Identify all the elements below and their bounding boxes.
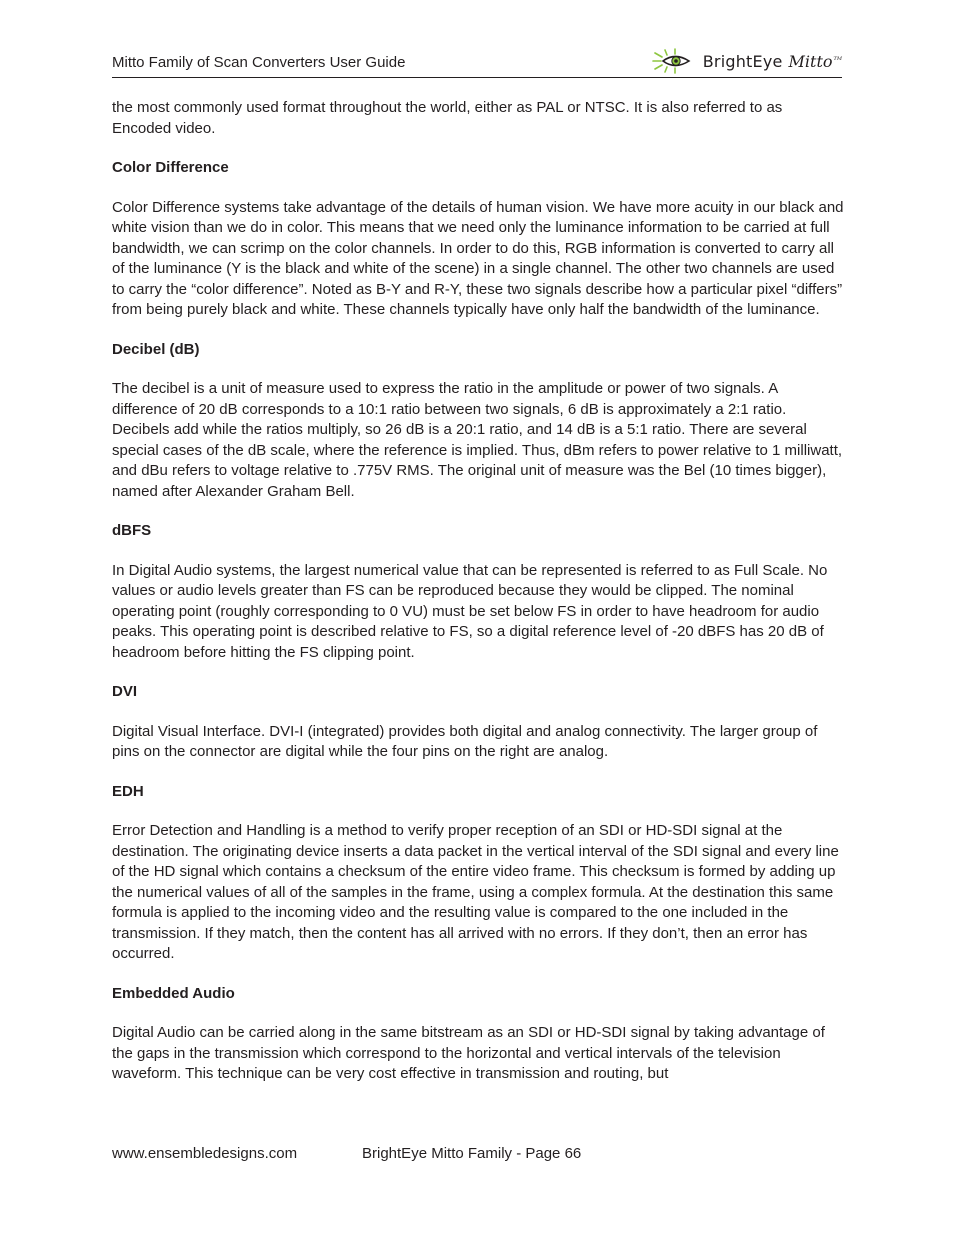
section-heading-embedded-audio: Embedded Audio: [112, 984, 235, 1002]
section-text-embedded-audio: Digital Audio can be carried along in the same bitstream as an SDI or HD-SDI signal by taking advantage of the gaps in the transmission which correspond to the horizontal and vertical intervals of the television waveform. This technique can be very cost effective in transmission and routing, but: [112, 1024, 825, 1082]
section-text-edh: Error Detection and Handling is a method to verify proper reception of an SDI or HD-SDI signal at the destination. The originating device inserts a data packet in the vertical interval of the SDI signal and every line of the HD signal which contains a checksum of the entire video frame. This checksum is formed by adding up the numerical values of all of the samples in the frame, using a complex formula. At the destination this same formula is applied to the incoming video and the resulting value is compared to the one included in the transmission. If they match, then the content has all arrived with no errors. If they don’t, then an error has occurred.: [112, 822, 839, 962]
section-heading-decibel: Decibel (dB): [112, 340, 200, 358]
section-text-dvi: Digital Visual Interface. DVI-I (integrated) provides both digital and analog connectivity. The larger group of pins on the connector are digital while the four pins on the right are analog.: [112, 722, 818, 760]
logo-product-text: [789, 52, 842, 71]
brighteye-mitto-logo: [651, 48, 842, 74]
eye-logo-icon: [651, 48, 699, 74]
page-header: [112, 44, 842, 78]
section-heading-dbfs: dBFS: [112, 522, 152, 539]
footer-page-label: BrightEye Mitto Family - Page 66: [362, 1145, 582, 1162]
logo-brand-text: BrightEye: [702, 51, 783, 71]
section-text-color-difference: Color Difference systems take advantage of the details of human vision. We have more acuity in our black and white vision than we do in color. This means that we need only the luminance information to be carried at full bandwidth, we can scrimp on the color channels. In order to do this, RGB information is converted to carry all of the luminance (Y is the black and white of the scene) in a single channel. The other two channels are used to carry the “color difference”. Noted as B-Y and R-Y, these two signals describe how a particular pixel “differs” from being purely black and white. These channels typically have only half the bandwidth of the luminance.: [112, 198, 844, 318]
footer-website-link[interactable]: www.ensembledesigns.com: [112, 1145, 298, 1162]
section-text-decibel: The decibel is a unit of measure used to express the ratio in the amplitude or power of two signals. A difference of 20 dB corresponds to a 10:1 ratio between two signals, 6 dB is approximately a 2:1 ratio. Decibels add while the ratios multiply, so 26 dB is a 20:1 ratio, and 14 dB is a 5:1 ratio. There are several special cases of the dB scale, where the reference is implied. Thus, dBm refers to power relative to 1 milliwatt, and dBu refers to voltage relative to .775V RMS. The original unit of measure was the Bel (10 times bigger), named after Alexander Graham Bell.: [112, 380, 843, 500]
logo-trademark: TM: [833, 56, 842, 63]
logo-product-name: Mitto: [788, 51, 833, 71]
section-heading-color-difference: Color Difference: [112, 159, 229, 176]
intro-paragraph: the most commonly used format throughout the world, either as PAL or NTSC. It is also referred to as Encoded video.: [112, 99, 783, 137]
document-body: [112, 98, 844, 1104]
section-text-dbfs: In Digital Audio systems, the largest numerical value that can be represented is referred to as Full Scale. No values or audio levels greater than FS can be reproduced because they would be clipped. The nominal operating point (roughly corresponding to 0 VU) must be set below FS in order to have headroom for audio peaks. This operating point is described relative to FS, so a digital reference level of -20 dBFS has 20 dB of headroom before hitting the FS clipping point.: [112, 561, 828, 661]
section-heading-dvi: DVI: [112, 683, 138, 700]
header-title: Mitto Family of Scan Converters User Guide: [112, 54, 406, 71]
section-heading-edh: EDH: [112, 782, 144, 800]
